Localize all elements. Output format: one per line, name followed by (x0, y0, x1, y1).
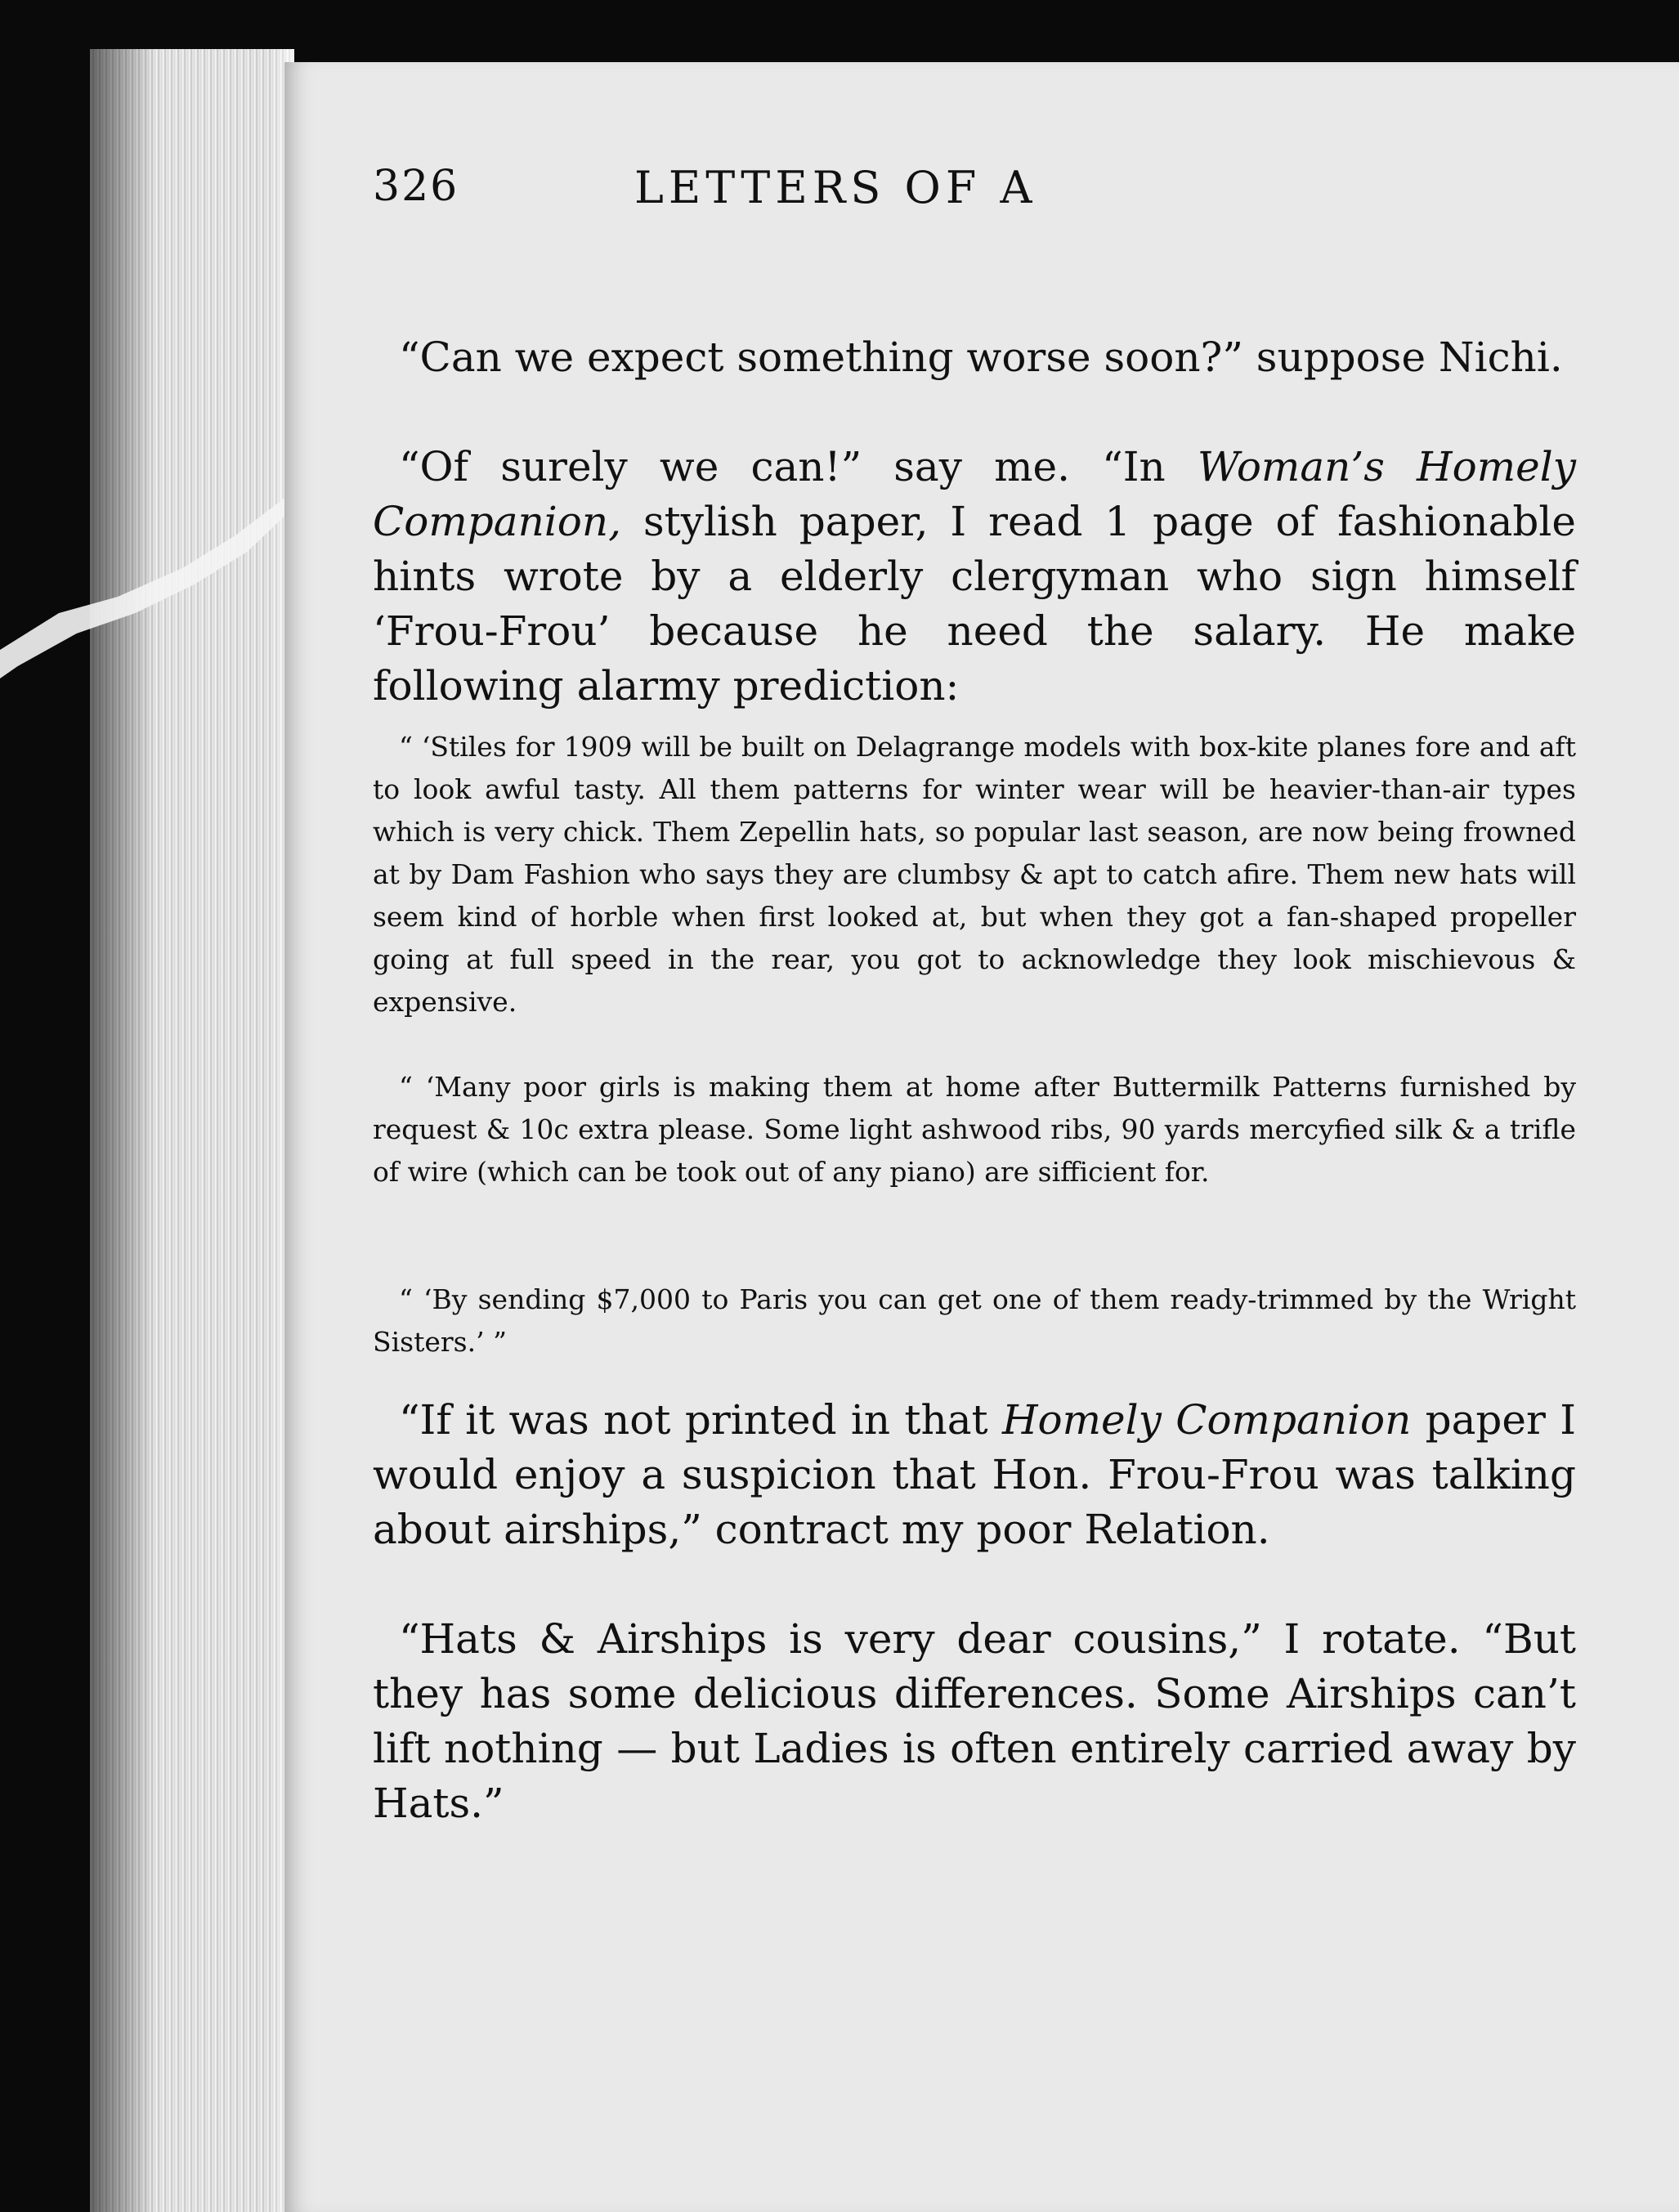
paragraph-3-text-a: “If it was not printed in that (399, 1396, 1002, 1444)
paragraph-2-text-b: stylish paper, I read 1 page of fashionable hints wrote by a elderly clergyman who sign himself ‘Frou-Frou’ because he need the salary. He make following alarmy prediction: (373, 498, 1576, 710)
paragraph-4: “Hats & Airships is very dear cousins,” I rotate. “But they has some delicious differences. Some Airships can’t lift nothing — but Ladies is often entirely carried away by Hats.” (373, 1615, 1576, 1827)
quote-paragraph-1: “ ‘Stiles for 1909 will be built on Delagrange models with box-kite planes fore and aft to look awful tasty. All them patterns for winter wear will be heavier-than-air types which is very chick. Them Zepellin hats, so popular last season, are now being frowned at by Dam Fashion who says they are clumbsy & apt to catch afire. Them new hats will seem kind of horble when first looked at, but when they got a fan-shaped propeller going at full speed in the rear, you got to acknowledge they look mischievous & expensive. (373, 731, 1576, 1018)
paragraph-2-text-a: “Of surely we can!” say me. “In (399, 443, 1198, 490)
paragraph-1-text: “Can we expect something worse soon?” suppose Nichi. (399, 334, 1563, 381)
paragraph-3-italic-title: Homely Companion (1001, 1396, 1412, 1444)
paragraph-3-text-b: paper I would enjoy a suspicion that Hon. Frou-Frou was talking about airships,” contract my poor Relation. (373, 1396, 1576, 1553)
running-head-title: LETTERS OF A (634, 162, 1037, 213)
paragraph-2-italic-title: Woman’s Homely Companion, (373, 443, 1576, 545)
quote-paragraph-2: “ ‘Many poor girls is making them at home after Buttermilk Patterns furnished by request & 10c extra please. Some light ashwood ribs, 90 yards mercyfied silk & a trifle of wire (which can be took out of any piano) are sifficient for. (373, 1071, 1576, 1188)
paragraph-2 (373, 440, 1576, 714)
paragraph-1 (373, 330, 1576, 385)
paragraph-3 (373, 1393, 1576, 1557)
running-head (373, 162, 1576, 227)
page-edges-stack (90, 49, 294, 2212)
page-number: 326 (373, 162, 459, 211)
quote-paragraph-3: “ ‘By sending $7,000 to Paris you can get one of them ready-trimmed by the Wright Sisters.’ ” (373, 1283, 1576, 1358)
